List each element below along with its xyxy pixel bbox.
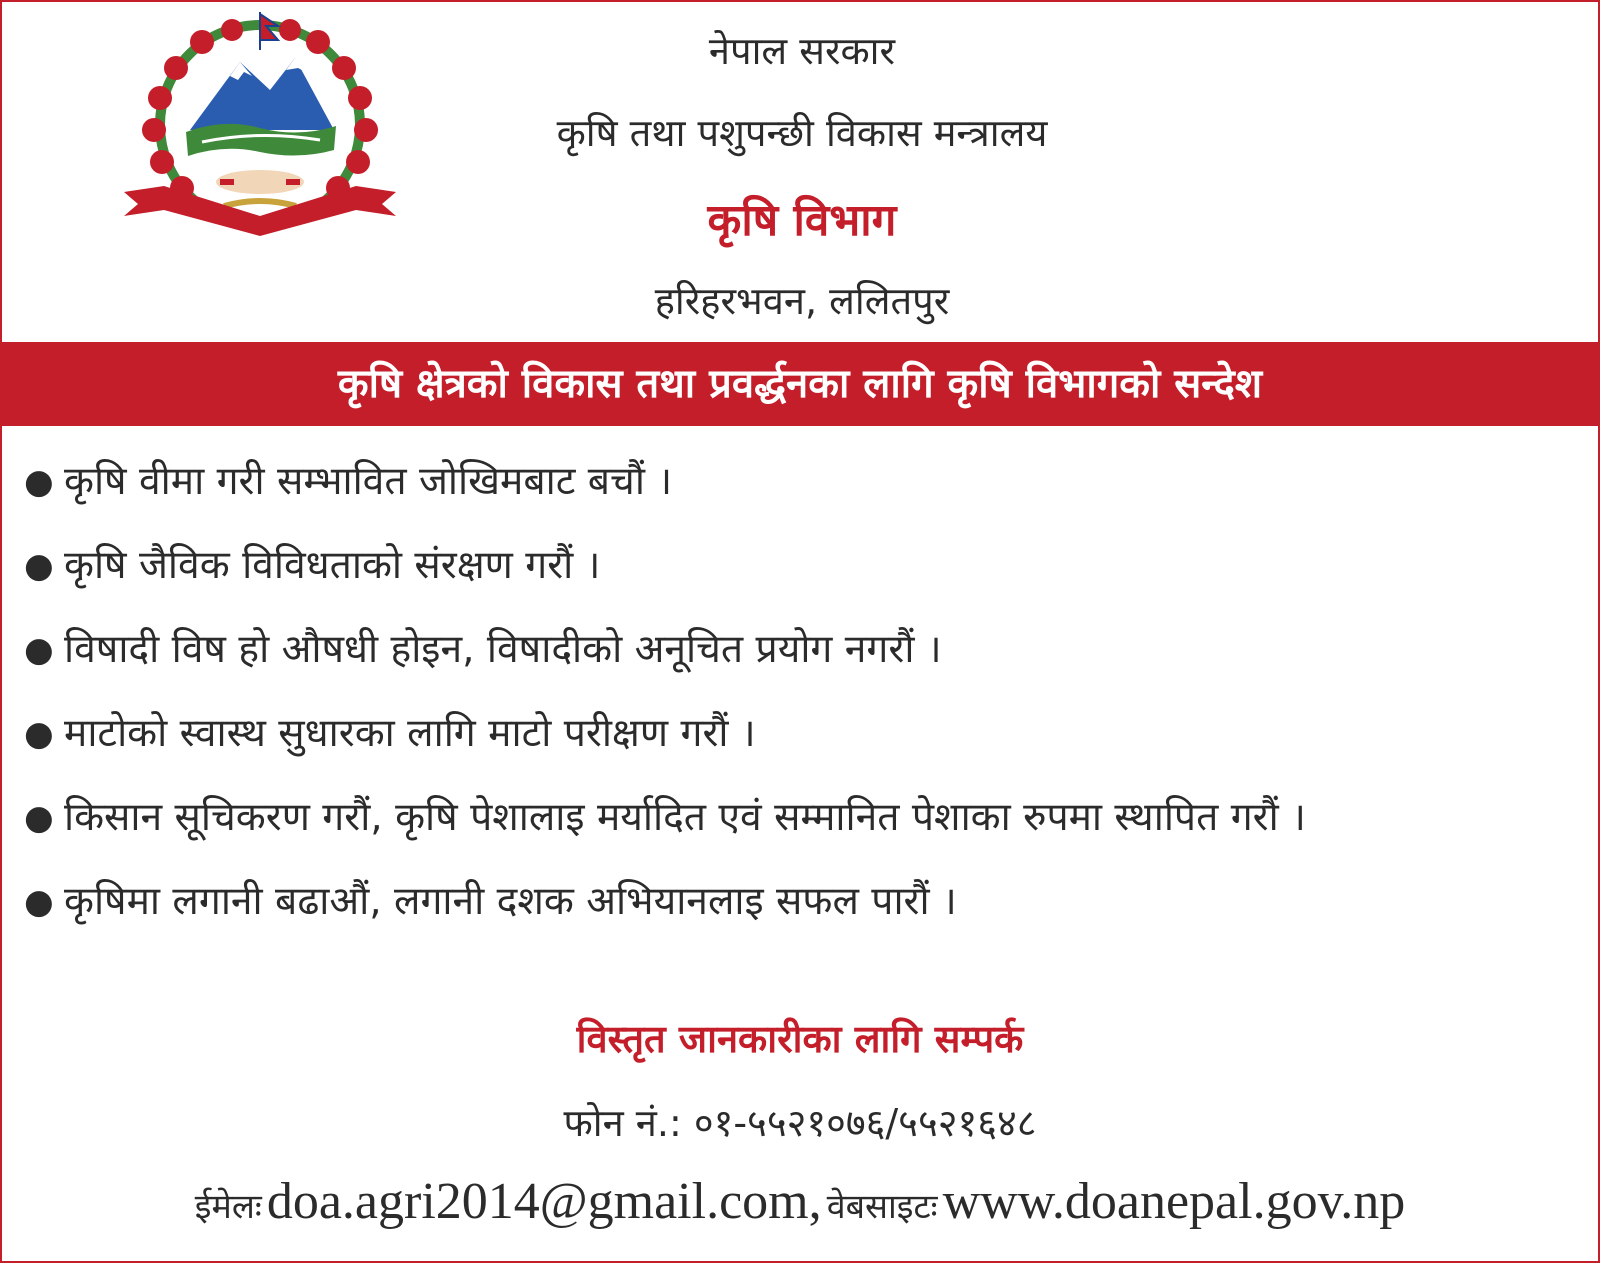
bullet-icon: ● xyxy=(24,462,54,502)
phone-number: फोन नं.: ०१-५५२१०७६/५५२१६४८ xyxy=(563,1101,1037,1145)
bullet-icon: ● xyxy=(24,798,54,838)
bullet-icon: ● xyxy=(24,714,54,754)
list-item: ● किसान सूचिकरण गरौं, कृषि पेशालाइ मर्यादित एवं सम्मानित पेशाका रुपमा स्थापित गरौं । xyxy=(20,776,1580,860)
website-link[interactable]: www.doanepal.gov.np xyxy=(942,1173,1406,1230)
bullet-icon: ● xyxy=(24,882,54,922)
message-list xyxy=(20,440,1580,944)
list-item: ● कृषिमा लगानी बढाऔं, लगानी दशक अभियानलाइ सफल पारौं । xyxy=(20,860,1580,944)
office-address: हरिहरभवन, ललितपुर xyxy=(654,279,950,323)
list-item: ● कृषि वीमा गरी सम्भावित जोखिमबाट बचौं । xyxy=(20,440,1580,524)
message-banner: कृषि क्षेत्रको विकास तथा प्रवर्द्धनका लागि कृषि विभागको सन्देश xyxy=(2,342,1598,426)
bullet-icon: ● xyxy=(24,630,54,670)
list-item: ● माटोको स्वास्थ सुधारका लागि माटो परीक्षण गरौं । xyxy=(20,692,1580,776)
ministry-name: कृषि तथा पशुपन्छी विकास मन्त्रालय xyxy=(556,111,1048,155)
contact-heading: विस्तृत जानकारीका लागि सम्पर्क xyxy=(576,1017,1024,1061)
contact-line xyxy=(2,1172,1598,1231)
bullet-icon: ● xyxy=(24,546,54,586)
website-label: वेबसाइटः xyxy=(826,1187,938,1227)
list-item: ● विषादी विष हो औषधी होइन, विषादीको अनूचित प्रयोग नगरौं । xyxy=(20,608,1580,692)
department-name: कृषि विभाग xyxy=(707,195,897,246)
email-link[interactable]: doa.agri2014@gmail.com, xyxy=(266,1173,822,1230)
nepal-emblem-icon xyxy=(120,10,400,238)
mountain-shape xyxy=(190,58,334,130)
email-label: ईमेलः xyxy=(194,1187,262,1227)
list-item: ● कृषि जैविक विविधताको संरक्षण गरौं । xyxy=(20,524,1580,608)
government-name: नेपाल सरकार xyxy=(708,29,896,73)
